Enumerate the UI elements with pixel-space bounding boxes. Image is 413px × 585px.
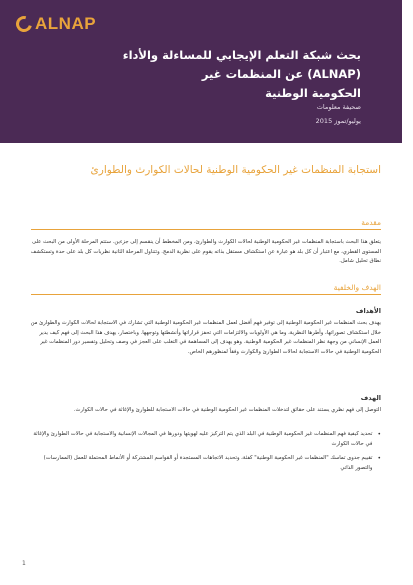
- bullet-text: تقييم جدوى تماسك "المنظمات غير الحكومية الوطنية" كفئة، وتحديد الاتجاهات المستجدة أو القواسم المشتركة أو الأنماط المحتملة للعمل (الممارسات) والتصور الذاتي: [43, 455, 373, 471]
- intro-paragraph: يتعلق هذا البحث باستجابة المنظمات غير الحكومية الوطنية لحالات الكوارث والطوارئ، ومن المخطط أن ينقسم إلى جزءين. ستتم المرحلة الأولى من البحث على المستوى القطري، مع اعتبار أن كل بلد هو عبارة عن استكشاف مستقل بذاته يقوم على نظرية الدمج. وتتناول المرحلة الثانية نظريات كل بلد على حدة وتستكشف نطاق تحليل شامل.: [30, 239, 381, 265]
- objectives-label: الأهداف: [355, 307, 381, 315]
- header-title-line: الحكومية الوطنية: [265, 86, 361, 100]
- logo-ring-icon: [13, 13, 35, 35]
- header-title-line: بحث شبكة التعلم الإيجابي للمساءلة والأداء: [122, 48, 361, 62]
- main-title: استجابة المنظمات غير الحكومية الوطنية لحالات الكوارث والطوارئ: [90, 164, 381, 176]
- document-type: صحيفة معلومات: [316, 103, 361, 111]
- list-item: [26, 454, 381, 473]
- intro-heading: مقدمة: [361, 218, 381, 227]
- page-number: 1: [22, 560, 26, 567]
- document-date: يوليو/تموز 2015: [315, 117, 361, 125]
- header-title-line: (ALNAP) عن المنظمات غير: [201, 67, 361, 81]
- right-strip: [402, 0, 413, 143]
- bullet-icon: •: [377, 455, 381, 463]
- goals-rule: [31, 294, 381, 295]
- intro-rule: [31, 229, 381, 230]
- bullet-text: تحديد كيفية فهم المنظمات غير الحكومية الوطنية في البلد الذي يتم التركيز عليه لهويتها ودورها في المجالات الإنسانية والاستجابة في حالات الطوارئ والإغاثة في حالات الكوارث: [33, 431, 373, 447]
- goals-heading: الهدف والخلفية: [333, 283, 381, 292]
- objectives-paragraph: يهدف بحث المنظمات غير الحكومية الوطنية إلى توفير فهم أفضل لعمل المنظمات غير الحكومية الوطنية التي تشارك في الاستجابة لحالات الكوارث والطوارئ من خلال استكشاف تصوراتها، وأطرها النظرية، وما هي الأولويات والالتزامات التي تحفز قراراتها وأنشطتها وتوجهها. وباختصار، يهدف هذا البحث إلى فهم كيف يدير العمل الإنساني من وجهة نظر المنظمات غير الحكومية الوطنية. وهو يهدف إلى المساهمة في التغلب على العجز في وصف وتحليل وتفسير دور المنظمات غير الحكومية الوطنية في حالات الاستجابة لحالات الطوارئ والكوارث وفقاً لمنظورهم الخاص.: [30, 320, 381, 355]
- aim-label: الهدف: [360, 394, 381, 402]
- header-banner: [0, 0, 413, 143]
- aim-bullets: [26, 430, 381, 478]
- alnap-logo: [16, 14, 96, 34]
- header-title: [121, 46, 361, 103]
- bullet-icon: •: [377, 431, 381, 438]
- logo-text: ALNAP: [35, 14, 97, 33]
- aim-paragraph: التوصل إلى فهم نظري يستند على حقائق لتدخلات المنظمات غير الحكومية الوطنية في حالات الاستجابة للطوارئ والإغاثة في حالات الكوارث.: [73, 407, 381, 413]
- list-item: [26, 430, 381, 449]
